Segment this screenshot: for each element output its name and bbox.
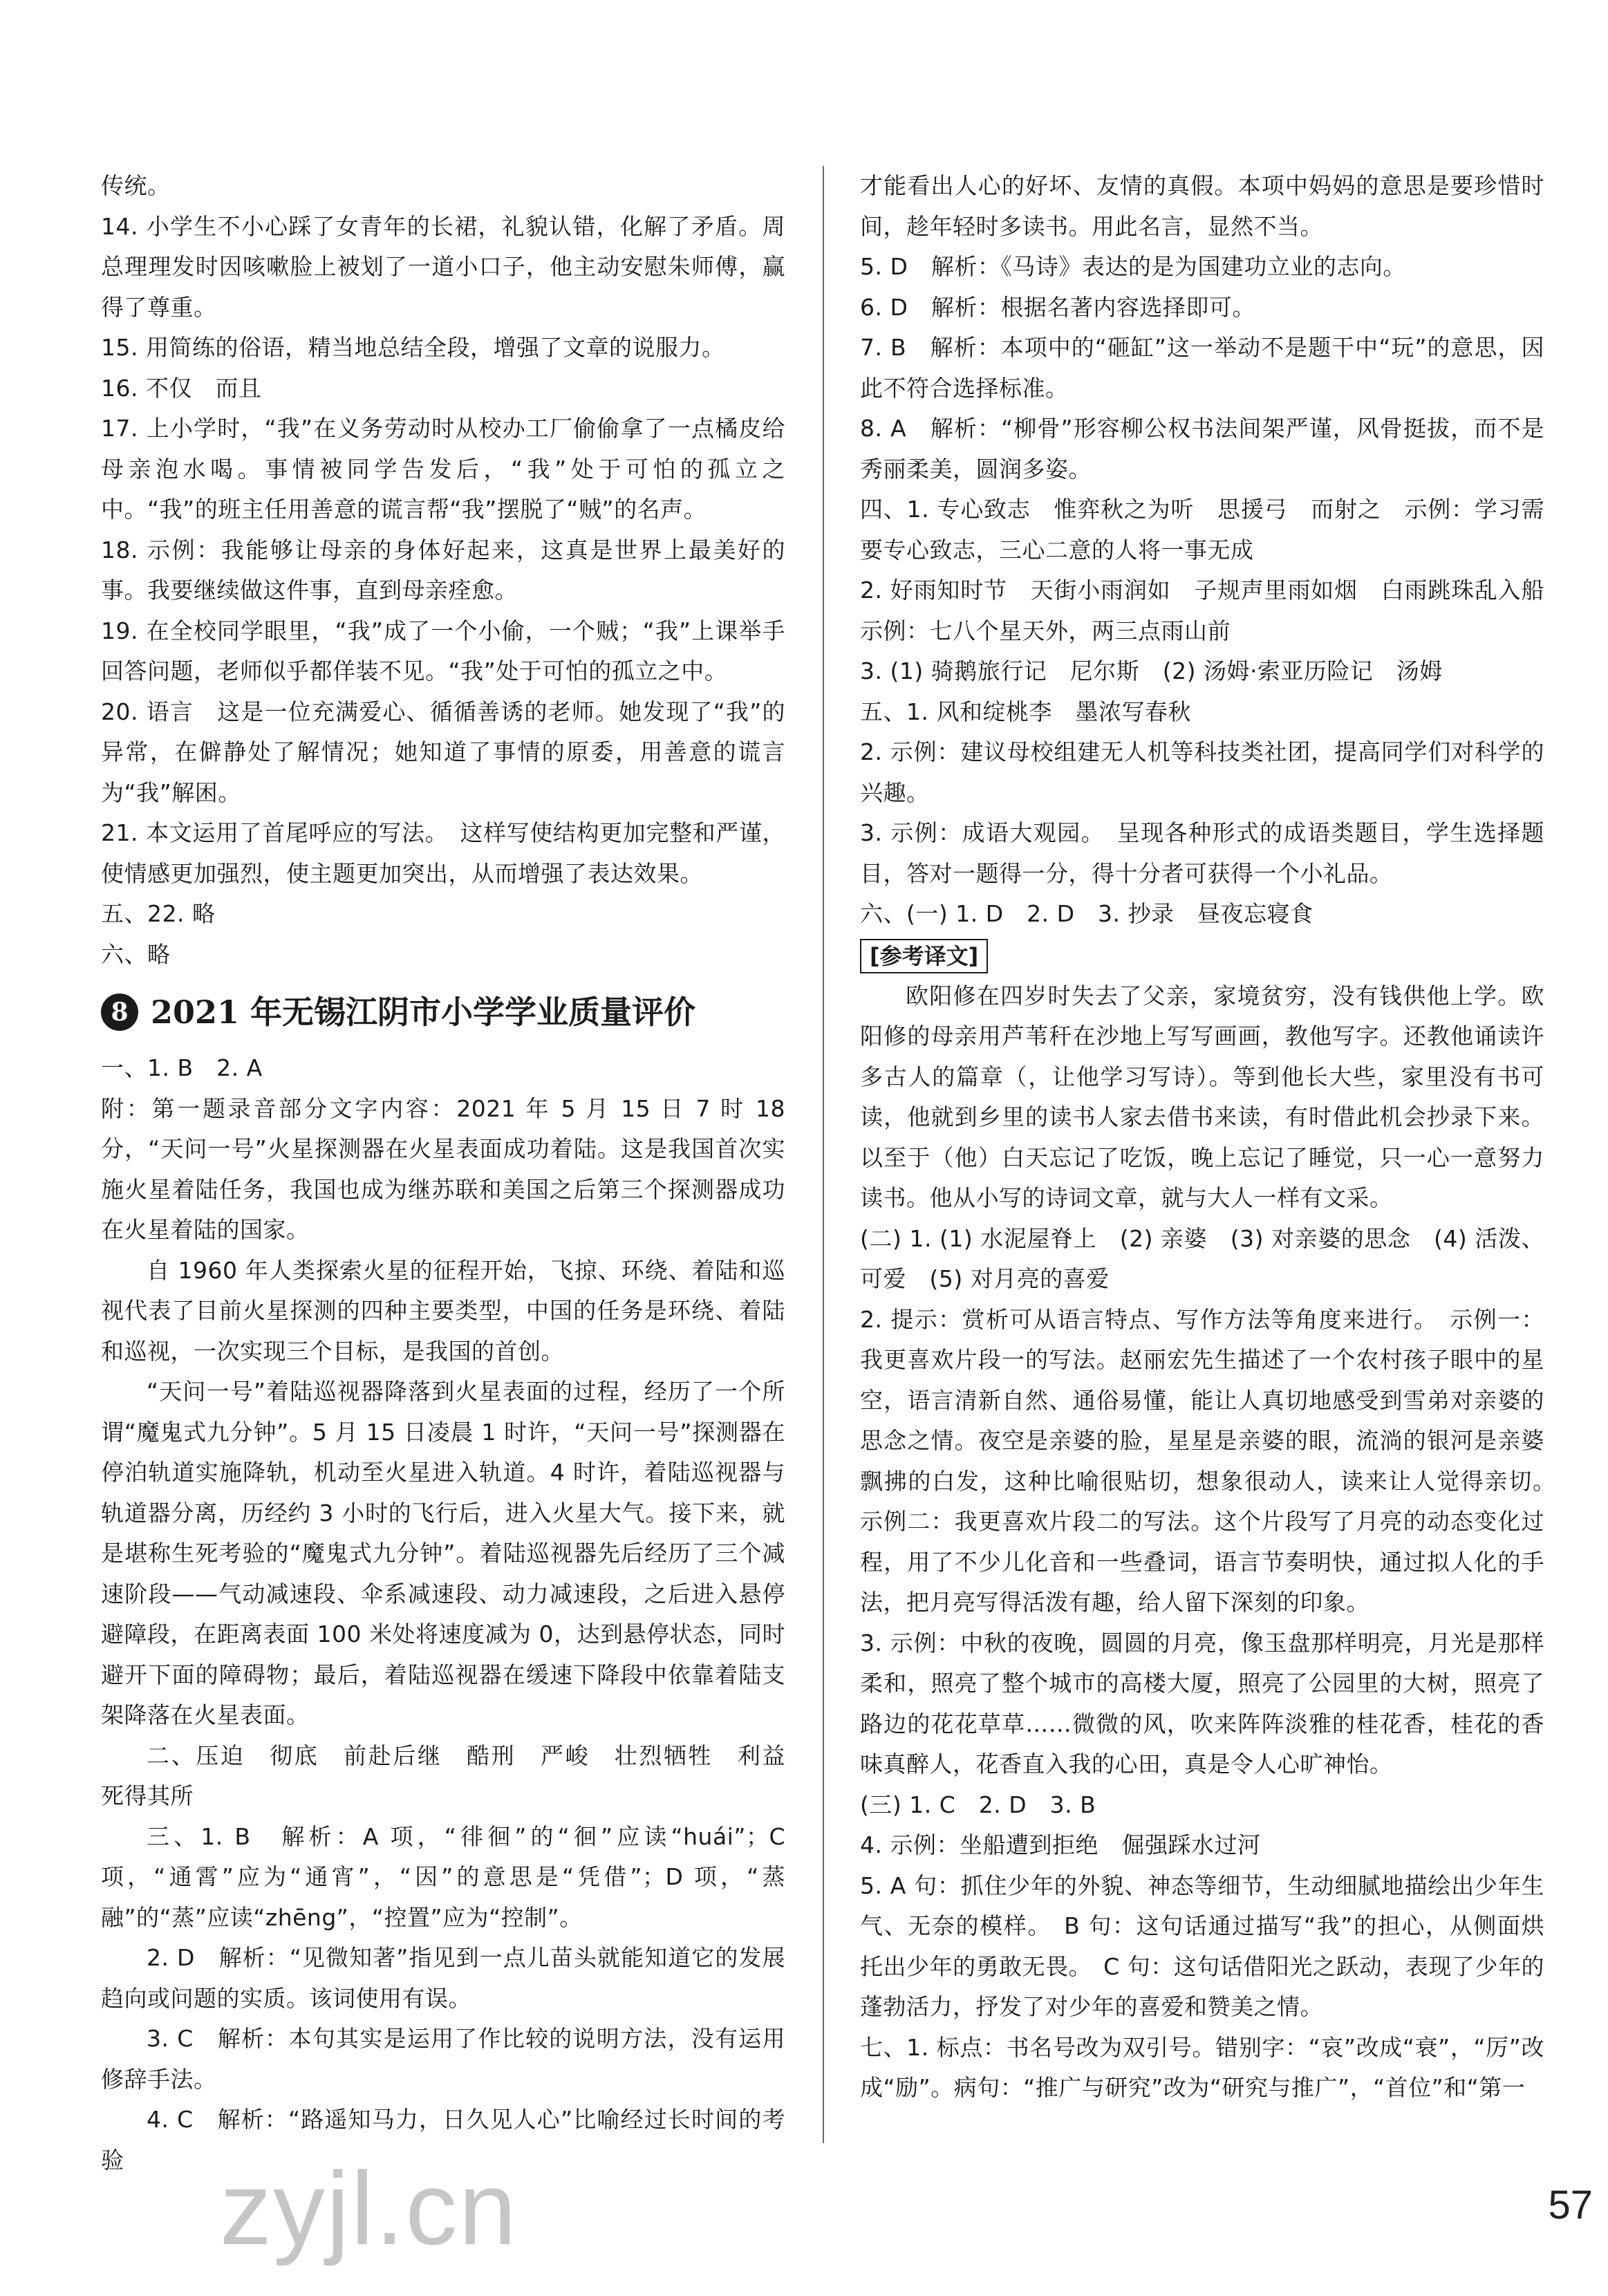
- answer-paragraph: 4. C 解析：“路遥知马力，日久见人心”比喻经过长时间的考验: [101, 2106, 785, 2174]
- answer-paragraph: 6. D 解析：根据名著内容选择即可。: [860, 293, 1255, 321]
- answer-paragraph: 17. 上小学时，“我”在义务劳动时从校办工厂偷偷拿了一点橘皮给母亲泡水喝。事情被同学告发后，“我”处于可怕的孤立之中。“我”的班主任用善意的谎言帮“我”摆脱了“贼”的名声。: [101, 415, 785, 523]
- answer-paragraph: 19. 在全校同学眼里，“我”成了一个小偷，一个贼；“我”上课举手回答问题，老师似乎都佯装不见。“我”处于可怕的孤立之中。: [101, 617, 785, 684]
- right-answers-bottom: [860, 1219, 1568, 2109]
- reference-translation: [860, 976, 1544, 1219]
- answer-paragraph: (二) 1. (1) 水泥屋脊上 (2) 亲婆 (3) 对亲婆的思念 (4) 活泼、可爱 (5) 对月亮的喜爱: [860, 1224, 1544, 1292]
- left-answers-top: [101, 166, 785, 975]
- answer-paragraph: 2. 示例：建议母校组建无人机等科技类社团，提高同学们对科学的兴趣。: [860, 738, 1544, 806]
- answer-paragraph: 才能看出人心的好坏、友情的真假。本项中妈妈的意思是要珍惜时间，趁年轻时多读书。用此名言，显然不当。: [860, 172, 1544, 240]
- answer-paragraph: 2. 提示：赏析可从语言特点、写作方法等角度来进行。 示例一：我更喜欢片段一的写法。赵丽宏先生描述了一个农村孩子眼中的星空，语言清新自然、通俗易懂，能让人真切地感受到雪弟对亲婆的思念之情。夜空是亲婆的脸，星星是亲婆的眼，流淌的银河是亲婆飘拂的白发，这种比喻很贴切，想象很动人，读来让人觉得亲切。 示例二：我更喜欢片段二的写法。这个片段写了月亮的动态变化过程，用了不少儿化音和一些叠词，语言节奏明快，通过拟人化的手法，把月亮写得活泼有趣，给人留下深刻的印象。: [860, 1305, 1568, 1616]
- answer-paragraph: 5. A 句：抓住少年的外貌、神态等细节，生动细腻地描绘出少年生气、无奈的模样。 B 句：这句话通过描写“我”的担心，从侧面烘托出少年的勇敢无畏。 C 句：这句话借阳光之跃动，表现了少年的蓬勃活力，抒发了对少年的喜爱和赞美之情。: [860, 1872, 1544, 2020]
- answer-paragraph: 附：第一题录音部分文字内容：2021 年 5 月 15 日 7 时 18 分，“天问一号”火星探测器在火星表面成功着陆。这是我国首次实施火星着陆任务，我国也成为继苏联和美国之后第三个探测器成功在火星着陆的国家。: [101, 1094, 785, 1243]
- reference-translation-label: [参考译文]: [860, 939, 988, 973]
- answer-paragraph: 五、1. 风和绽桃李 墨浓写春秋: [860, 698, 1191, 725]
- answer-paragraph: 自 1960 年人类探索火星的征程开始，飞掠、环绕、着陆和巡视代表了目前火星探测的四种主要类型，中国的任务是环绕、着陆和巡视，一次实现三个目标，是我国的首创。: [101, 1256, 785, 1365]
- left-column: [101, 166, 809, 2181]
- answer-paragraph: 一、1. B 2. A: [101, 1054, 263, 1081]
- answer-paragraph: 3. (1) 骑鹅旅行记 尼尔斯 (2) 汤姆·索亚历险记 汤姆: [860, 657, 1443, 684]
- section-heading: [101, 984, 785, 1040]
- answer-paragraph: 2. D 解析：“见微知著”指见到一点儿苗头就能知道它的发展趋向或问题的实质。该词使用有误。: [101, 1944, 785, 2012]
- answer-paragraph: 20. 语言 这是一位充满爱心、循循善诱的老师。她发现了“我”的异常，在僻静处了解情况；她知道了事情的原委，用善意的谎言为“我”解困。: [101, 698, 785, 806]
- answer-paragraph: (三) 1. C 2. D 3. B: [860, 1791, 1096, 1818]
- answer-paragraph: 21. 本文运用了首尾呼应的写法。 这样写使结构更加完整和严谨，使情感更加强烈，使主题更加突出，从而增强了表达效果。: [101, 819, 785, 887]
- answer-paragraph: 3. C 解析：本句其实是运用了作比较的说明方法，没有运用修辞手法。: [101, 2025, 785, 2093]
- answer-paragraph: 14. 小学生不小心踩了女青年的长裙，礼貌认错，化解了矛盾。周总理理发时因咳嗽脸上被划了一道小口子，他主动安慰朱师傅，赢得了尊重。: [101, 212, 785, 321]
- watermark-text: zyjl.cn: [220, 2150, 518, 2266]
- answer-paragraph: “天问一号”着陆巡视器降落到火星表面的过程，经历了一个所谓“魔鬼式九分钟”。5 月 15 日凌晨 1 时许，“天问一号”探测器在停泊轨道实施降轨，机动至火星进入轨道。4 时许，着陆巡视器与轨道器分离，历经约 3 小时的飞行后，进入火星大气。接下来，就是堪称生死考验的“魔鬼式九分钟”。着陆巡视器先后经历了三个减速阶段——气动减速段、伞系减速段、动力减速段，之后进入悬停避障段，在距离表面 100 米处将速度减为 0，达到悬停状态，同时避开下面的障碍物；最后，着陆巡视器在缓速下降段中依靠着陆支架降落在火星表面。: [101, 1378, 785, 1728]
- answer-paragraph: 18. 示例：我能够让母亲的身体好起来，这真是世界上最美好的事。我要继续做这件事，直到母亲痊愈。: [101, 536, 785, 604]
- answer-paragraph: 欧阳修在四岁时失去了父亲，家境贫穷，没有钱供他上学。欧阳修的母亲用芦苇秆在沙地上写写画画，教他写字。还教他诵读许多古人的篇章（，让他学习写诗）。等到他长大些，家里没有书可读，他就到乡里的读书人家去借书来读，有时借此机会抄录下来。以至于（他）白天忘记了吃饭，晚上忘记了睡觉，只一心一意努力读书。他从小写的诗词文章，就与大人一样有文采。: [860, 982, 1544, 1211]
- answer-paragraph: 2. 好雨知时节 天街小雨润如 子规声里雨如烟 白雨跳珠乱入船 示例：七八个星天外，两三点雨山前: [860, 577, 1568, 644]
- right-answers-top: [860, 166, 1568, 935]
- answer-paragraph: 六、(一) 1. D 2. D 3. 抄录 昼夜忘寝食: [860, 900, 1313, 927]
- right-column: [860, 166, 1568, 2109]
- section-number-badge: 8: [101, 993, 138, 1031]
- answer-paragraph: 3. 示例：中秋的夜晚，圆圆的月亮，像玉盘那样明亮，月光是那样柔和，照亮了整个城市的高楼大厦，照亮了公园里的大树，照亮了路边的花花草草……微微的风，吹来阵阵淡雅的桂花香，桂花的香味真醉人，花香直入我的心田，真是令人心旷神怡。: [860, 1629, 1544, 1777]
- answer-paragraph: 16. 不仅 而且: [101, 374, 262, 402]
- answer-paragraph: 7. B 解析：本项中的“砸缸”这一举动不是题干中“玩”的意思，因此不符合选择标准。: [860, 334, 1544, 402]
- answer-paragraph: 七、1. 标点：书名号改为双引号。错别字：“哀”改成“衰”，“厉”改成“励”。病句：“推广与研究”改为“研究与推广”，“首位”和“第一: [860, 2033, 1544, 2101]
- answer-paragraph: 二、压迫 彻底 前赴后继 酷刑 严峻 壮烈牺牲 利益 死得其所: [101, 1742, 809, 1809]
- answer-paragraph: 3. 示例：成语大观园。 呈现各种形式的成语类题目，学生选择题目，答对一题得一分，得十分者可获得一个小礼品。: [860, 819, 1544, 887]
- answer-paragraph: 4. 示例：坐船遭到拒绝 倔强踩水过河: [860, 1831, 1261, 1858]
- answer-paragraph: 15. 用简练的俗语，精当地总结全段，增强了文章的说服力。: [101, 334, 725, 361]
- section-title: 2021 年无锡江阴市小学学业质量评价: [151, 993, 696, 1031]
- answer-paragraph: 六、略: [101, 940, 171, 968]
- answer-paragraph: 五、22. 略: [101, 900, 216, 927]
- answer-paragraph: 8. A 解析：“柳骨”形容柳公权书法间架严谨，风骨挺拔，而不是秀丽柔美，圆润多姿。: [860, 415, 1544, 483]
- column-divider: [823, 166, 824, 2143]
- answer-paragraph: 传统。: [101, 172, 171, 199]
- page-number: 57: [1548, 2183, 1593, 2228]
- answer-paragraph: 5. D 解析：《马诗》表达的是为国建功立业的志向。: [860, 253, 1406, 280]
- answer-paragraph: 三、1. B 解析：A 项，“徘徊”的“徊”应读“huái”；C 项，“通霄”应为“通宵”，“因”的意思是“凭借”；D 项，“蒸融”的“蒸”应读“zhēng”，“控置”应为“控制”。: [101, 1822, 785, 1931]
- left-answers-bottom: [101, 1048, 809, 2181]
- answer-paragraph: 四、1. 专心致志 惟弈秋之为听 思援弓 而射之 示例：学习需要专心致志，三心二意的人将一事无成: [860, 496, 1544, 563]
